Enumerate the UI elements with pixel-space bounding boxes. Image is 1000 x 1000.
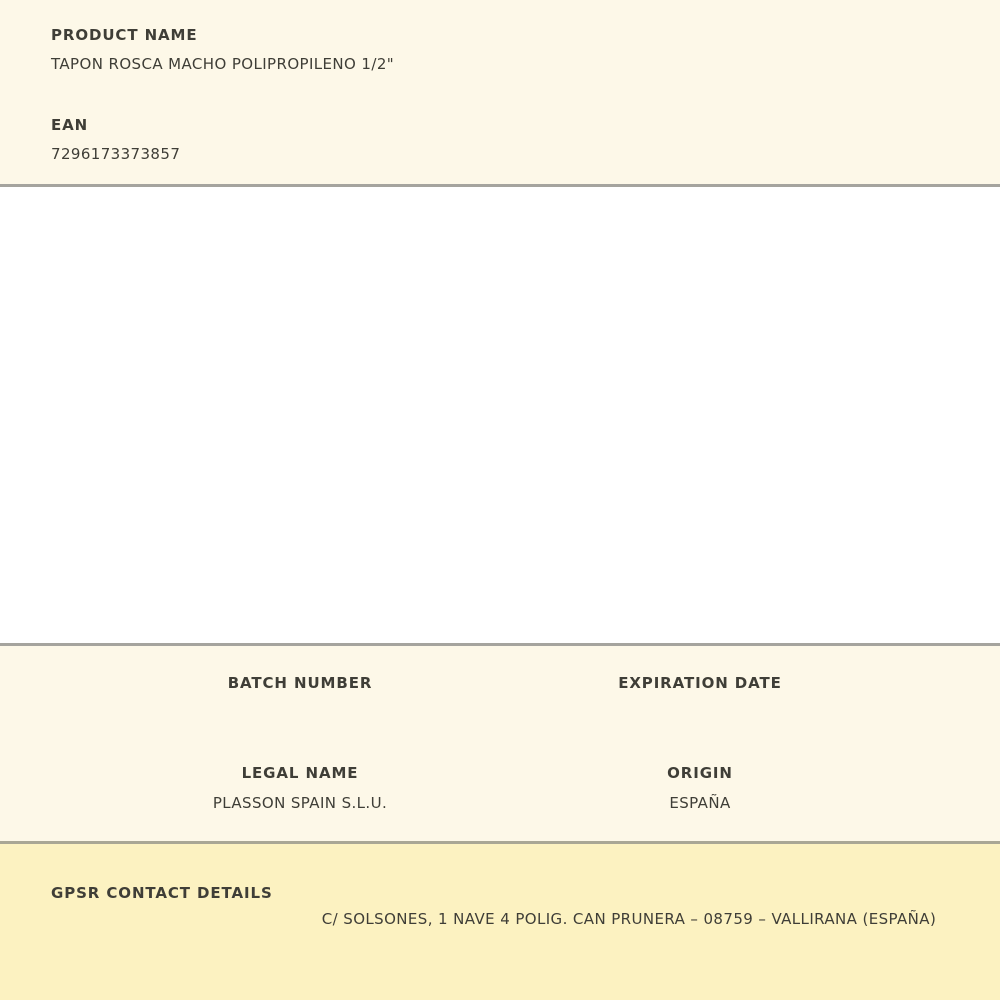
legal-name-label: LEGAL NAME [241,764,359,782]
product-name-value: TAPON ROSCA MACHO POLIPROPILENO 1/2" [51,55,395,73]
origin-value: ESPAÑA [669,794,731,812]
gpsr-contact-address-value: C/ SOLSONES, 1 NAVE 4 POLIG. CAN PRUNERA – 08759 – VALLIRANA (ESPAÑA) [321,910,937,928]
ean-label: EAN [51,116,89,134]
ean-value: 7296173373857 [51,145,181,163]
batch-number-label: BATCH NUMBER [227,674,373,692]
expiration-date-label: EXPIRATION DATE [618,674,782,692]
product-image-area [0,187,1000,646]
gpsr-contact-label: GPSR CONTACT DETAILS [51,884,273,902]
section-batch-origin [0,646,1000,844]
product-name-label: PRODUCT NAME [51,26,198,44]
origin-label: ORIGIN [667,764,733,782]
section-gpsr-contact [0,844,1000,1000]
section-product-info [0,0,1000,187]
legal-name-value: PLASSON SPAIN S.L.U. [212,794,388,812]
